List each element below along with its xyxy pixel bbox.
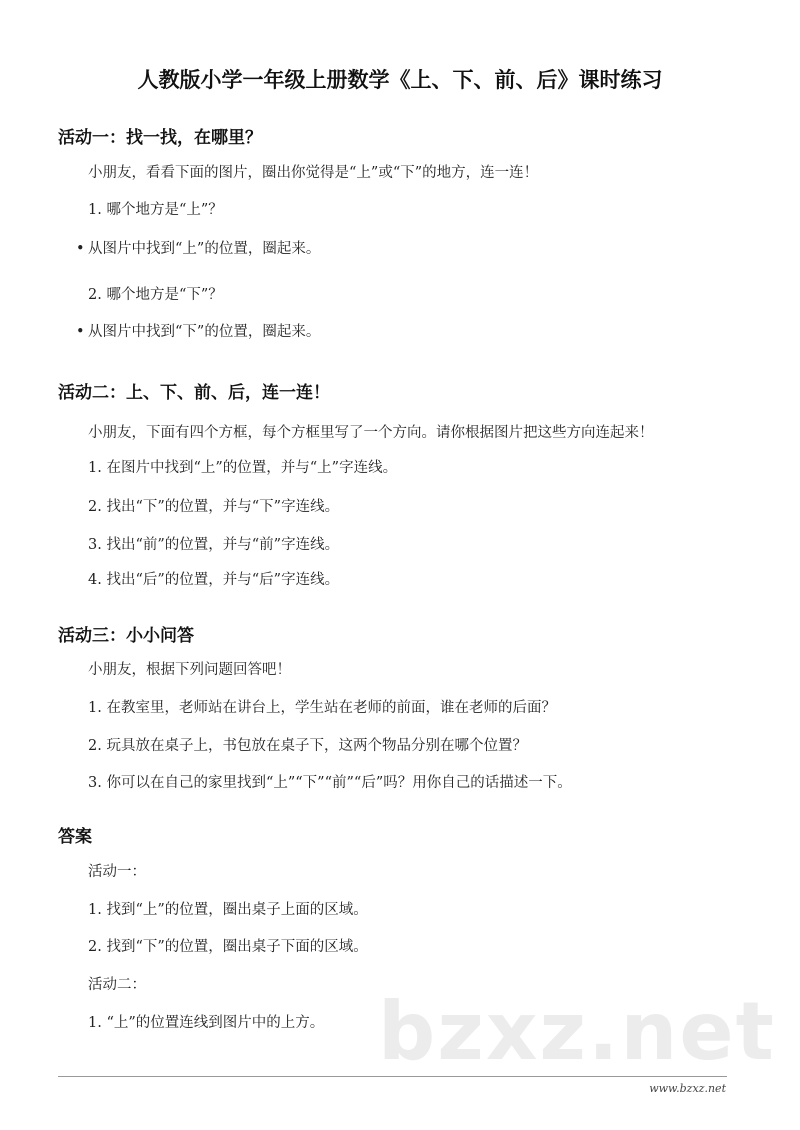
question-item: 1. 哪个地方是“上”？ (88, 202, 223, 218)
answers-section-label: 活动二： (88, 977, 146, 993)
question-item: 2. 哪个地方是“下”？ (88, 287, 223, 303)
list-item: 3. 找出“前”的位置，并与“前”字连线。 (88, 537, 340, 553)
watermark: bzxz.net (378, 985, 776, 1078)
list-item: 3. 你可以在自己的家里找到“上”“下”“前”“后”吗？用你自己的话描述一下。 (88, 775, 572, 791)
answers-heading: 答案 (58, 827, 92, 847)
bullet-item: • 从图片中找到“下”的位置，圈起来。 (88, 322, 320, 342)
document-title: 人教版小学一年级上册数学《上、下、前、后》课时练习 (137, 68, 663, 92)
answer-item: 2. 找到“下”的位置，圈出桌子下面的区域。 (88, 939, 368, 955)
activity-2-heading: 活动二：上、下、前、后，连一连！ (58, 383, 330, 403)
list-item: 1. 在图片中找到“上”的位置，并与“上”字连线。 (88, 460, 398, 476)
answer-item: 1. 找到“上”的位置，圈出桌子上面的区域。 (88, 902, 368, 918)
activity-3-heading: 活动三：小小问答 (58, 626, 194, 646)
footer-url: www.bzxz.net (649, 1082, 726, 1095)
list-item: 4. 找出“后”的位置，并与“后”字连线。 (88, 572, 340, 588)
bullet-item: • 从图片中找到“上”的位置，圈起来。 (88, 239, 320, 259)
activity-1-intro: 小朋友，看看下面的图片，圈出你觉得是“上”或“下”的地方，连一连！ (88, 165, 539, 181)
list-item: 2. 玩具放在桌子上，书包放在桌子下，这两个物品分别在哪个位置？ (88, 738, 527, 754)
activity-3-intro: 小朋友，根据下列问题回答吧！ (88, 662, 291, 678)
answers-section-label: 活动一： (88, 864, 146, 880)
list-item: 2. 找出“下”的位置，并与“下”字连线。 (88, 499, 340, 515)
activity-2-intro: 小朋友，下面有四个方框，每个方框里写了一个方向。请你根据图片把这些方向连起来！ (88, 425, 654, 441)
footer-divider (58, 1076, 727, 1077)
activity-1-heading: 活动一：找一找，在哪里？ (58, 128, 262, 148)
answer-item: 1. “上”的位置连线到图片中的上方。 (88, 1015, 325, 1031)
list-item: 1. 在教室里，老师站在讲台上，学生站在老师的前面，谁在老师的后面？ (88, 700, 556, 716)
